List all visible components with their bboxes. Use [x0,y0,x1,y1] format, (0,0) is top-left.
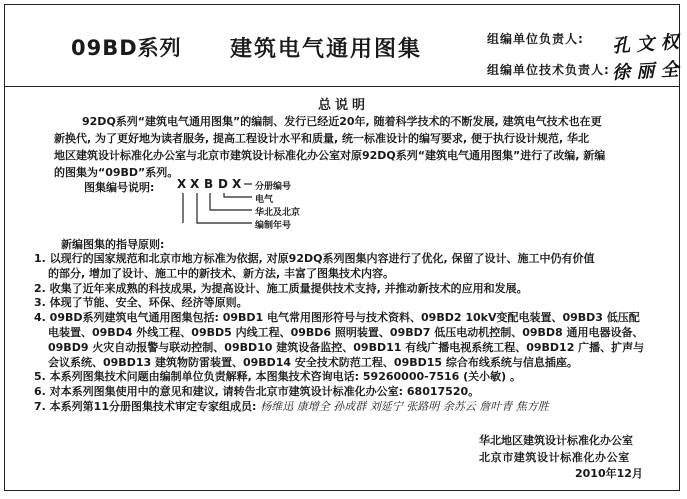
leader-region [210,193,252,210]
code-desc-elec: 电气 [255,195,274,205]
list-item [34,400,644,415]
list-item: 1. 以现行的国家规范和北京市地方标准为依据, 对原92DQ系列图集内容进行了优化, 保留了设计、施工中仍有价值 [34,252,595,265]
principles-list [34,252,644,415]
list-item: 6. 对本系列图集使用中的意见和建议, 请转告北京市建筑设计标准化办公室: 68017520。 [34,385,480,399]
code-desc-sub: 分册编号 [255,182,292,192]
code-letter: X [232,177,242,191]
intro-line: 的图集为“09BD”系列。 [54,166,179,179]
code-letter: D [218,177,228,191]
list-item: 3. 体现了节能、安全、环保、经济等原则。 [34,296,248,310]
code-letter: X [177,177,187,191]
leader-elec [224,193,252,197]
atlas-title: 建筑电气通用图集 [230,37,423,62]
code-explanation-label: 图集编号说明: [84,181,155,194]
list-item: 的部分, 增加了设计、施工中的新技术、新方法, 丰富了图集技术内容。 [48,266,395,280]
series-code: 09BD系列 [71,36,182,60]
code-desc-year: 编制年号 [255,221,292,231]
list-item: 电装置、09BD4 外线工程、09BD5 内线工程、09BD6 照明装置、09BD7 低压电动机控制、09BD8 通用电器设备、 [48,325,644,339]
signature-technical: 徐 丽 全 [611,59,680,84]
footer-org-beijing: 北京市建筑设计标准化办公室 [479,451,630,464]
intro-line: 地区建筑设计标准化办公室与北京市建筑设计标准化办公室对原92DQ系列“建筑电气通用图集”进行了改编, 新编 [54,149,606,162]
list-item: 09BD9 火灾自动报警与联动控制、09BD10 建筑设备监控、09BD11 有线广播电视系统工程、09BD12 广播、扩声与 [48,340,645,354]
intro-line: 新换代, 为了更好地为读者服务, 提高工程设计水平和质量, 统一标准设计的编写要求, 便于执行设计规范, 华北 [54,132,590,145]
technical-responsible-label: 组编单位技术负责人: [487,63,610,77]
list-item: 会议系统、09BD13 建筑物防雷装置、09BD14 安全技术防范工程、09BD15 综合布线系统与信息插座。 [48,355,578,369]
reviewer-names: 杨维迅 康增全 孙成群 刘延宁 张路明 余苏云 詹叶青 焦方胜 [260,399,549,413]
code-letter: X [190,177,200,191]
signature-responsible: 孔 文 权 [611,31,680,58]
principles-title: 新编图集的指导原则: [61,238,165,251]
section-heading: 总说明 [317,98,369,113]
list-item: 5. 本系列图集技术问题由编制单位负责解释, 本图集技术咨询电话: 59260000-7516 (关小敏) 。 [34,370,522,384]
list-item: 2. 收集了近年来成熟的科技成果, 为提高设计、施工质量提供技术支持, 并推动新技术的应用和发展。 [34,281,528,295]
footer-org-north-china: 华北地区建筑设计标准化办公室 [479,434,633,447]
responsible-label: 组编单位负责人: [487,32,584,46]
intro-line: 92DQ系列“建筑电气通用图集”的编制、发行已经近20年, 随着科学技术的不断发展, 建筑电气技术也在更 [82,115,602,128]
list-item-text: 7. 本系列第11分册图集技术审定专家组成员: [34,399,257,413]
footer-date: 2010年12月 [575,467,643,480]
list-item: 4. 09BD系列建筑电气通用图集包括: 09BD1 电气常用图形符号与技术资料、09BD2 10kV变配电装置、09BD3 低压配 [34,311,640,325]
code-letter: B [204,177,214,191]
code-desc-region: 华北及北京 [255,208,301,218]
